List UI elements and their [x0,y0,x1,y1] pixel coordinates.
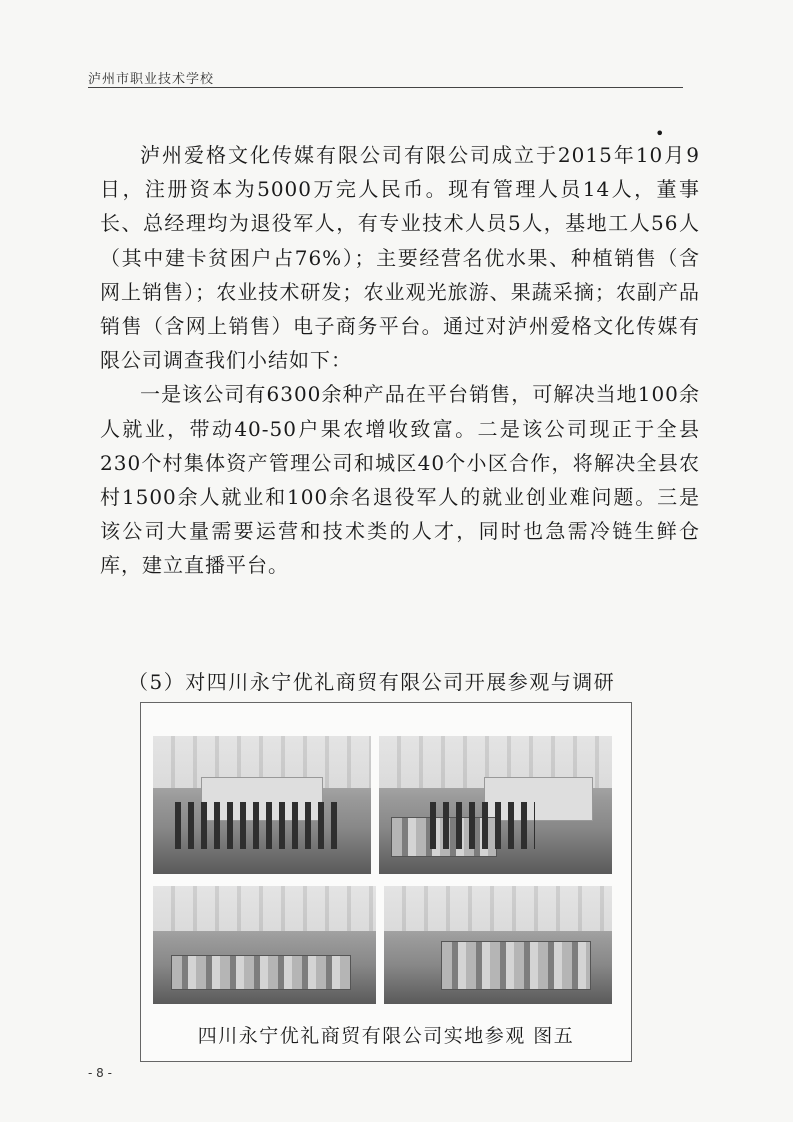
page-number: - 8 - [88,1066,112,1080]
photo-exhibition-hall-right [384,886,612,1004]
paragraph-findings: 一是该公司有6300余种产品在平台销售，可解决当地100余人就业，带动40-50户果农增收致富。二是该公司现正于全县230个村集体资产管理公司和城区40个小区合作，将解决全县农村1500余人就业和100余名退役军人的就业创业难问题。三是该公司大量需要运营和技术类的人才，同时也急需冷链生鲜仓库，建立直播平台。 [100,382,700,578]
paragraph-company-intro: 泸州爱格文化传媒有限公司有限公司成立于2015年10月9日，注册资本为5000万完人民币。现有管理人员14人，董事长、总经理均为退役军人，有专业技术人员5人，基地工人56人（其中建卡贫困户占76%）；主要经营名优水果、种植销售（含网上销售）；农业技术研发；农业观光旅游、果蔬采摘；农副产品销售（含网上销售）电子商务平台。通过对泸州爱格文化传媒有限公司调查我们小结如下： [100,143,700,373]
stray-dot: • [655,124,665,143]
photo-exhibition-hall-left [153,886,376,1004]
figure-caption: 四川永宁优礼商贸有限公司实地参观 图五 [197,1025,575,1047]
figure-frame [140,702,632,1062]
header-school-name: 泸州市职业技术学校 [88,72,215,87]
section-heading: （5）对四川永宁优礼商贸有限公司开展参观与调研 [128,670,616,694]
body-text [100,138,700,583]
photo-showroom-discussion [379,736,612,874]
photo-group-visit [153,736,371,874]
header-divider [88,87,683,88]
